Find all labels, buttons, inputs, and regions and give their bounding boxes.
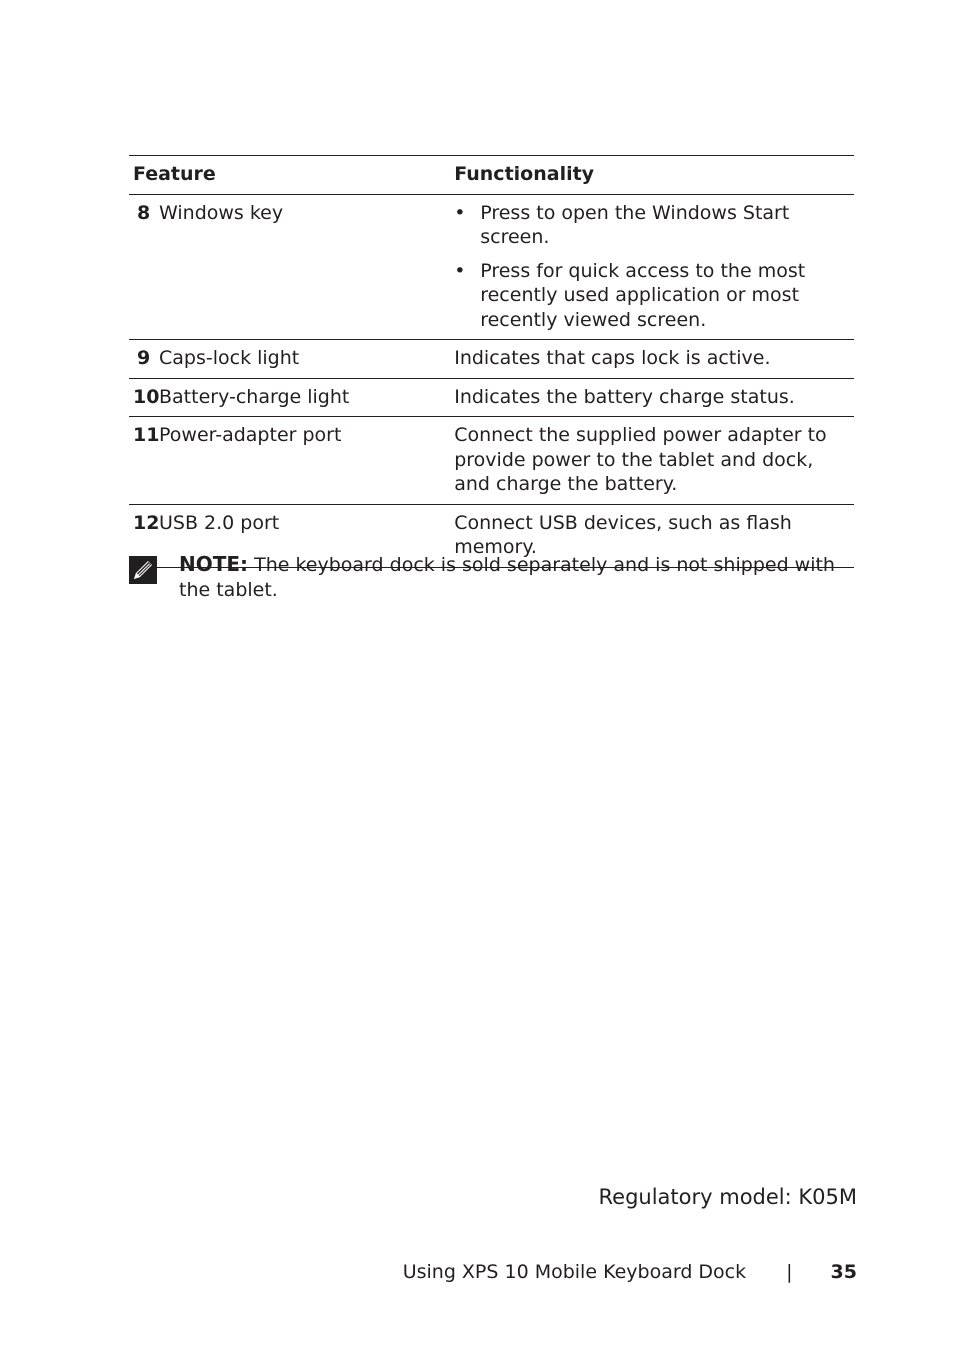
feature-cell [129,378,450,417]
regulatory-model: Regulatory model: K05M [598,1185,857,1209]
feature-cell [129,194,450,340]
note-block [129,552,854,602]
table-row [129,417,854,505]
feature-number: 12 [133,511,160,534]
feature-number: 9 [137,347,151,369]
feature-number: 10 [133,385,160,408]
list-item: • Press to open the Windows Start screen. [454,201,850,250]
feature-number: 8 [137,201,151,224]
footer-separator: | [786,1261,793,1283]
functionality-cell: Connect the supplied power adapter to provide power to the tablet and dock, and charge the battery. [450,417,854,505]
functionality-cell: Indicates that caps lock is active. [450,340,854,379]
page-footer [403,1261,857,1283]
note-label: NOTE: [179,552,249,576]
table-header-row [129,156,854,195]
functionality-bullets [454,201,850,333]
note-text [179,552,854,602]
feature-name: Battery-charge light [159,385,350,408]
functionality-cell [450,194,854,340]
feature-cell [129,417,450,505]
functionality-cell: Connect USB devices, such as flash memory. [450,504,854,567]
table-row [129,340,854,379]
feature-table [129,155,854,568]
feature-number: 11 [133,424,160,446]
header-functionality: Functionality [450,156,854,195]
note-pencil-icon [129,556,157,584]
feature-name: Caps-lock light [159,347,300,369]
feature-name: Windows key [159,201,284,224]
feature-name: Power-adapter port [159,424,342,446]
page-number: 35 [830,1261,857,1283]
list-item: • Press for quick access to the most recently used application or most recently viewed screen. [454,259,850,333]
feature-name: USB 2.0 port [159,511,280,534]
note-body: The keyboard dock is sold separately and is not shipped with the tablet. [179,554,835,601]
footer-section-title: Using XPS 10 Mobile Keyboard Dock [402,1261,747,1283]
table-row [129,194,854,340]
functionality-cell: Indicates the battery charge status. [450,378,854,417]
table-row [129,378,854,417]
header-feature: Feature [129,156,450,195]
feature-cell [129,340,450,379]
